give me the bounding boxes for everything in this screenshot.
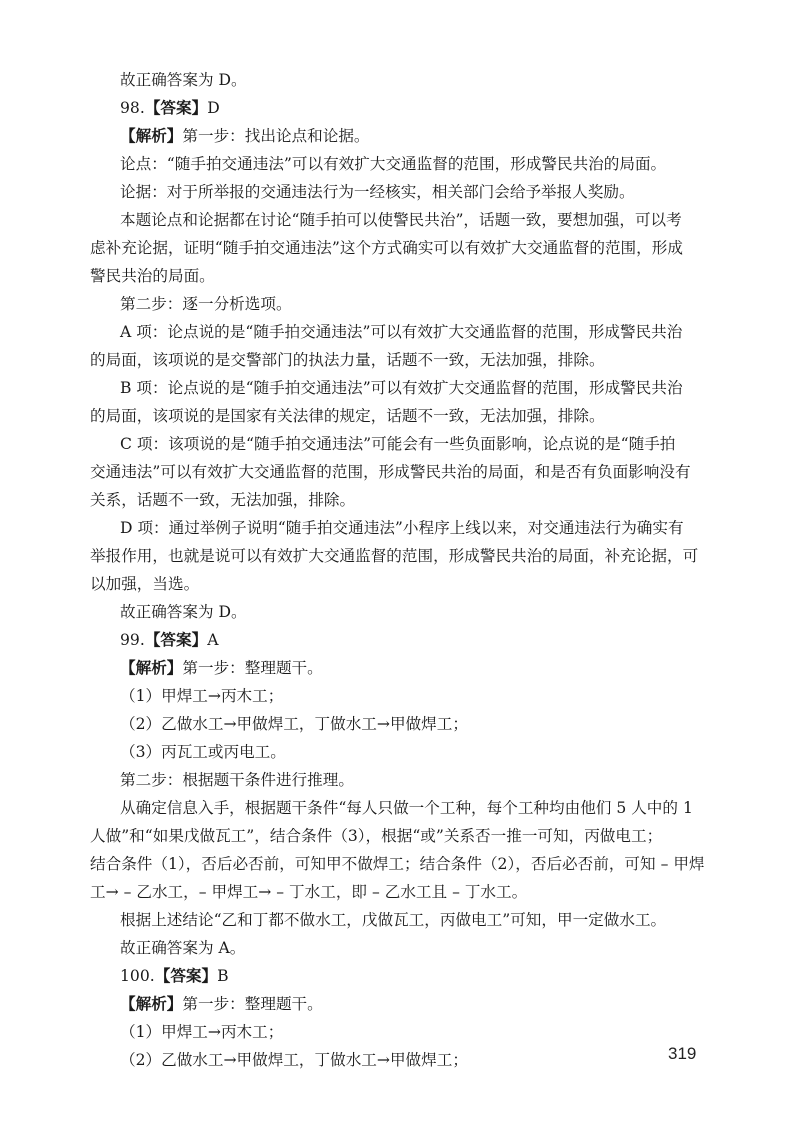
text-line [90,402,722,430]
text-span: B [217,967,229,985]
text-span: （2）乙做水工→甲做焊工，丁做水工→甲做焊工； [120,1051,468,1069]
text-span: 人做”和“如果戊做瓦工”，结合条件（3），根据“或”关系否一推一可知，丙做电工； [90,827,663,845]
text-line [90,346,722,374]
text-span: 工→ – 乙水工，– 甲焊工→ – 丁水工，即 – 乙水工且 – 丁水工。 [90,883,528,901]
text-span: 98. [120,99,145,117]
text-span: 第二步：根据题干条件进行推理。 [120,771,354,789]
text-span: A 项：论点说的是“随手拍交通违法”可以有效扩大交通监督的范围，形成警民共治 [120,323,683,341]
text-line [90,626,722,654]
text-line [90,430,722,458]
text-span: （1）甲焊工→丙木工； [120,1023,284,1041]
text-span: 虑补充论据，证明“随手拍交通违法”这个方式确实可以有效扩大交通监督的范围，形成 [90,239,683,257]
text-line [90,738,722,766]
text-span: 本题论点和论据都在讨论“随手拍可以使警民共治”，话题一致，要想加强，可以考 [120,211,682,229]
text-line [90,878,722,906]
text-line [90,906,722,934]
text-line [90,262,722,290]
text-line [90,990,722,1018]
text-span: 第一步：整理题干。 [182,995,323,1013]
text-span: 100. [120,967,155,985]
text-span: C 项：该项说的是“随手拍交通违法”可能会有一些负面影响，论点说的是“随手拍 [120,435,676,453]
text-line [90,150,722,178]
text-line [90,822,722,850]
bold-label: 【答案】 [154,966,218,985]
text-line [90,850,722,878]
bold-label: 【解析】 [120,126,183,145]
text-span: 故正确答案为 D。 [120,603,247,621]
text-line [90,486,722,514]
text-line [90,66,722,94]
page-number: 319 [668,1044,697,1063]
text-line [90,122,722,150]
text-span: 根据上述结论“乙和丁都不做水工，戊做瓦工，丙做电工”可知，甲一定做水工。 [120,911,667,929]
text-line [90,1018,722,1046]
bold-label: 【解析】 [120,994,183,1013]
text-span: 第一步：整理题干。 [182,659,323,677]
text-span: B 项：论点说的是“随手拍交通违法”可以有效扩大交通监督的范围，形成警民共治 [120,379,683,397]
text-span: （2）乙做水工→甲做焊工，丁做水工→甲做焊工； [120,715,468,733]
text-line [90,598,722,626]
text-line [90,962,722,990]
text-line [90,1046,722,1074]
text-span: 交通违法”可以有效扩大交通监督的范围，形成警民共治的局面，和是否有负面影响没有 [90,463,691,481]
text-line [90,570,722,598]
text-span: 的局面，该项说的是交警部门的执法力量，话题不一致，无法加强，排除。 [90,351,605,369]
text-line [90,934,722,962]
text-line [90,766,722,794]
text-line [90,206,722,234]
text-span: 第二步：逐一分析选项。 [120,295,292,313]
text-line [90,318,722,346]
text-span: D [207,99,220,117]
text-line [90,654,722,682]
text-line [90,178,722,206]
bold-label: 【答案】 [144,630,208,649]
text-line [90,682,722,710]
text-span: 99. [120,631,145,649]
text-line [90,94,722,122]
text-line [90,542,722,570]
text-span: 关系，话题不一致，无法加强，排除。 [90,491,356,509]
text-span: 从确定信息入手，根据题干条件“每人只做一个工种，每个工种均由他们 5 人中的 1 [120,799,693,817]
text-span: （3）丙瓦工或丙电工。 [120,743,286,761]
text-span: 结合条件（1），否后必否前，可知甲不做焊工；结合条件（2），否后必否前，可知 – 甲焊 [90,855,705,873]
text-span: D 项：通过举例子说明“随手拍交通违法”小程序上线以来，对交通违法行为确实有 [120,519,684,537]
text-span: 举报作用，也就是说可以有效扩大交通监督的范围，形成警民共治的局面，补充论据，可 [90,547,699,565]
text-line [90,374,722,402]
text-line [90,458,722,486]
text-span: 故正确答案为 D。 [120,71,247,89]
bold-label: 【答案】 [144,98,208,117]
text-span: 论据：对于所举报的交通违法行为一经核实，相关部门会给予举报人奖励。 [120,183,635,201]
text-span: （1）甲焊工→丙木工； [120,687,284,705]
text-line [90,514,722,542]
bold-label: 【解析】 [120,658,183,677]
text-span: 警民共治的局面。 [90,267,215,285]
text-line [90,234,722,262]
text-line [90,710,722,738]
text-span: 故正确答案为 A。 [120,939,246,957]
text-span: A [207,631,219,649]
document-body [90,66,722,1074]
text-line [90,794,722,822]
text-line [90,290,722,318]
text-span: 论点：“随手拍交通违法”可以有效扩大交通监督的范围，形成警民共治的局面。 [120,155,667,173]
text-span: 以加强，当选。 [90,575,200,593]
text-span: 的局面，该项说的是国家有关法律的规定，话题不一致，无法加强，排除。 [90,407,605,425]
text-span: 第一步：找出论点和论据。 [182,127,370,145]
